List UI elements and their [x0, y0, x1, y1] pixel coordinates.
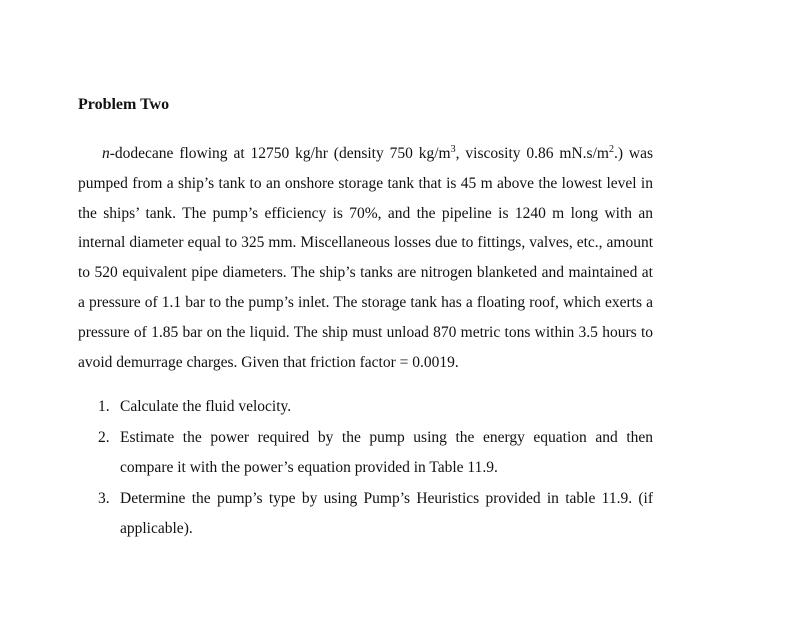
problem-heading: Problem Two: [78, 96, 170, 113]
italic-prefix: n: [102, 145, 110, 162]
list-item-number: 2.: [98, 429, 110, 447]
problem-statement: [78, 139, 653, 377]
list-item: [78, 484, 653, 544]
list-item: [78, 392, 653, 422]
list-item-text: Determine the pump’s type by using Pump’s Heuristics provided in table 11.9. (if applicable).: [120, 490, 653, 538]
statement-segment-1: -dodecane flowing at 12750 kg/hr (density 750 kg/m: [109, 145, 451, 162]
superscript-2: 2: [608, 143, 614, 155]
list-item-text: Calculate the fluid velocity.: [120, 398, 292, 416]
document-page: [78, 94, 653, 545]
statement-segment-2: , viscosity 0.86 mN.s/m: [455, 145, 609, 162]
task-list: [78, 392, 653, 544]
superscript-3: 3: [450, 143, 456, 155]
list-item-text: Estimate the power required by the pump using the energy equation and then compare it with the power’s equation provided in Table 11.9.: [120, 429, 653, 477]
list-item-number: 1.: [98, 398, 110, 416]
list-item-number: 3.: [98, 490, 110, 508]
statement-segment-3: .) was pumped from a ship’s tank to an onshore storage tank that is 45 m above the lowest level in the ships’ tank. The pump’s efficiency is 70%, and the pipeline is 1240 m long with an internal diameter equal to 325 mm. Miscellaneous losses due to fittings, valves, etc., amount to 520 equivalent pipe diameters. The ship’s tanks are nitrogen blanketed and maintained at a pressure of 1.1 bar to the pump’s inlet. The storage tank has a floating roof, which exerts a pressure of 1.85 bar on the liquid. The ship must unload 870 metric tons within 3.5 hours to avoid demurrage charges. Given that friction factor = 0.0019.: [78, 145, 653, 371]
list-item: [78, 423, 653, 483]
